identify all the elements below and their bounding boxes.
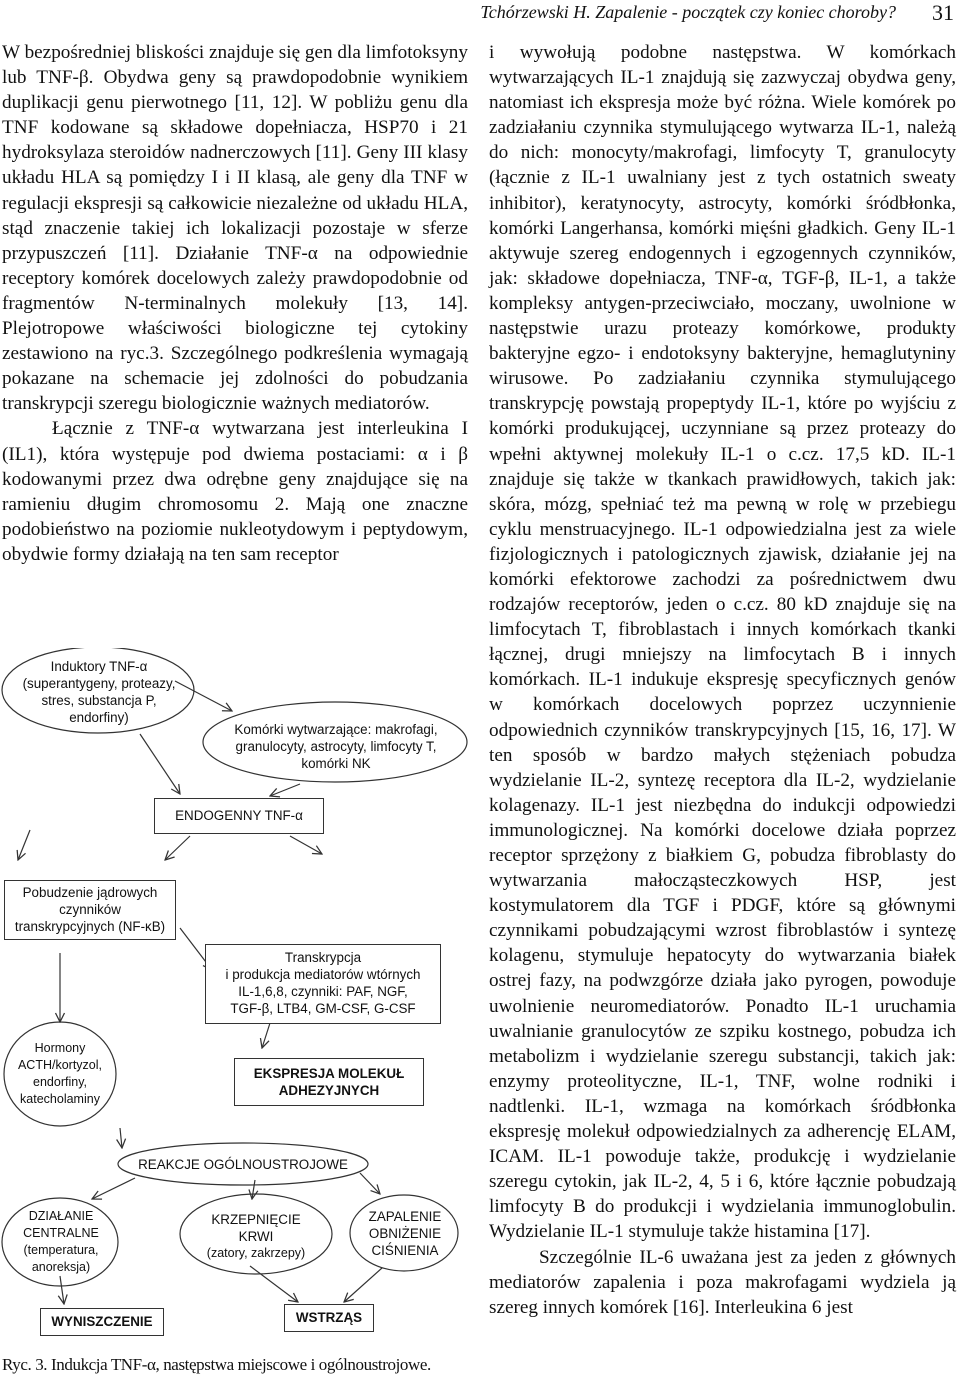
inductors-label	[8, 658, 190, 726]
endogenous-tnf-box	[154, 798, 324, 834]
transcription-line-4: TGF-β, LTB4, GM-CSF, G-CSF	[230, 1001, 416, 1016]
left-paragraph-1: W bezpośredniej bliskości znajduje się gen dla limfotoksyny lub TNF-β. Obydwa geny są prawdopodobnie wynikiem duplikacji genu pierwotnego [11, 12]. W pobliżu genu dla TNF kodowane są składowe dopełniacza, HSP70 i 21 hydroksylaza steroidów nadnerczowych [11]. Geny III klasy układu HLA są pomiędzy I i II klasą, ale geny dla TNF w regulacji ekspresji są całkowicie niezależne od układu HLA, stąd znaczenie takiej ich lokalizacji pozostaje w sferze przypuszczeń [11]. Działanie TNF-α na odpowiednie receptory komórek docelowych zależy prawdopodobnie od fragmentów N-terminalnych molekuły [13, 14]. Plejotropowe właściwości biologiczne tej cytokiny zestawiono na ryc.3. Szczególnego podkreślenia wymagają pokazane na schemacie jej zdolności do pobudzania transkrypcji szeregu biologicznie ważnych mediatorów.	[2, 42, 468, 415]
nfkb-line-1: Pobudzenie jądrowych	[22, 885, 158, 900]
inflammation-line-2: OBNIŻENIE	[368, 1226, 442, 1241]
hormones-line-2: ACTH/kortyzol,	[17, 1058, 103, 1072]
figure-caption: Ryc. 3. Indukcja TNF-α, następstwa miejscowe i ogólnoustrojowe.	[2, 1355, 431, 1374]
coagulation-line-3: (zatory, zakrzepy)	[206, 1246, 306, 1260]
arrow-central-to-cachexia	[60, 1276, 64, 1304]
figure-diagram	[0, 648, 478, 1354]
hormones-line-4: katecholaminy	[20, 1092, 100, 1106]
right-column	[489, 40, 956, 1320]
inflammation-label	[352, 1208, 458, 1259]
transcription-line-2: i produkcja mediatorów wtórnych	[225, 967, 421, 982]
nfkb-line-2: czynników	[59, 902, 121, 917]
inflammation-line-1: ZAPALENIE	[368, 1209, 442, 1224]
producing-cells-line-3: komórki NK	[301, 756, 371, 771]
producing-cells-line-2: granulocyty, astrocyty, limfocyty T,	[235, 739, 437, 754]
running-header	[0, 2, 958, 26]
arrow-general-to-coagulation	[252, 1180, 255, 1199]
left-column	[2, 40, 468, 567]
central-line-2: CENTRALNE	[23, 1226, 99, 1240]
arrow-inductors-to-endogenous	[140, 734, 180, 794]
coagulation-line-1: KRZEPNIĘCIE	[211, 1212, 301, 1227]
inflammation-line-3: CIŚNIENIA	[371, 1243, 439, 1258]
shock-box: WSTRZĄS	[284, 1304, 374, 1332]
page-number: 31	[932, 0, 954, 25]
producing-cells-line-1: Komórki wytwarzające: makrofagi,	[234, 722, 438, 737]
running-title: Tchórzewski H. Zapalenie - początek czy koniec choroby?	[480, 2, 896, 22]
inductors-line-2: (superantygeny, proteazy,	[22, 676, 176, 691]
coagulation-label	[186, 1211, 326, 1262]
hormones-label	[4, 1040, 116, 1108]
transcription-line-3: IL-1,6,8, czynniki: PAF, NGF,	[238, 984, 408, 999]
arrow-hormones-to-general	[120, 1128, 122, 1148]
arrow-cells-to-endogenous	[270, 784, 300, 796]
nfkb-line-3: transkrypcyjnych (NF-κB)	[14, 919, 166, 934]
right-paragraph-2: Szczególnie IL-6 uważana jest za jeden z głównych mediatorów zapalenia i poza makrofagami wydziela ją szereg innych komórek [16]. Interleukina 6 jest	[489, 1246, 956, 1318]
producing-cells-label	[205, 721, 467, 772]
central-line-1: DZIAŁANIE	[28, 1209, 94, 1223]
cachexia-box: WYNISZCZENIE	[40, 1308, 164, 1336]
arrow-endogenous-to-transcription	[290, 836, 322, 854]
arrow-endogenous-down-left	[18, 830, 30, 860]
inductors-line-3: stres, substancja P,	[41, 693, 157, 708]
right-paragraph-1: i wywołują podobne następstwa. W komórkach wytwarzających IL-1 znajdują się zazwyczaj obydwa geny, natomiast ich ekspresja może być różna. Wiele komórek po zadziałaniu czynnika stymulującego wytwarza IL-1, należą do nich: monocyty/makrofagi, limfocyty T, granulocyty (łącznie z IL-1 uwalniany jest z tych ostatnich sweaty inhibitor), keratynocyty, astrocyty, komórki śródbłonka, komórki Langerhansa, komórki mięśni gładkich. Geny IL-1 aktywuje szereg endogennych i egzogennych czynników, jak: składowe dopełniacza, TNF-α, TGF-β, IL-1, a także kompleksy antygen-przeciwciało, moczany, uwolnione w następstwie urazu proteazy komórkowe, produkty bakteryjne egzo- i endotoksyny bakteryjne, hemaglutyniny wirusowe. Po zadziałaniu czynnika stymulującego transkrypcję powstają propeptydy IL-1, które po wyjściu z komórki produkującej, uczynniane są przez proteazy do wpełni aktywnej molekuły IL-1 o c.cz. 17,5 kD. IL-1 znajduje się także w tkankach prawidłowych, takich jak: skóra, mózg, spełniać też ma pewną w rolę w przebiegu cyklu menstruacyjnego. IL-1 odpowiedzialna jest za wiele fizjologicznych i patologicznych zjawisk, działanie jej na komórki efektorowe zachodzi za pośrednictwem dwu rodzajów receptorów, jeden o c.cz. 80 kD znajduje się na limfocytach T, fibroblastach i innych komórkach tkanki łącznej, drugi mniejszy na limfocytach B i innych komórkach. IL-1 indukuje ekspresję specyficznych genów w komórkach docelowych poprzez uczynnienie odpowiednich czynników transkrypcyjnych [15, 16, 17]. W ten sposób w bardzo małych stężeniach pobudza wydzielanie IL-2, syntezę receptora dla IL-2, wydzielanie kolagenazy. IL-1 jest niezbędna do indukcji odpowiedzi immunologicznej. Na komórki docelowe działa poprzez receptor sprzężony z białkiem G, pobudza fibroblasty do wytwarzania małocząsteczkowych HSP, jest kostymulatorem dla TGF i PDGF, które są głównymi czynnikami pobudzającymi wzrost fibroblastów i syntezę kolagenu, stymuluje hepatocyty do wytwarzania białek ostrej fazy, na podwzgórze działa jako pyrogen, powoduje uwolnienie neuromediatorów. Ponadto IL-1 uruchamia uwalnianie granulocytów ze szpiku kostnego, pobudza ich metabolizm i wydzielanie szeregu substancji, takich jak: enzymy proteolityczne, IL-1, TNF, wolne rodniki i nadtlenki. IL-1, wzmaga na komórkach śródbłonka ekspresję molekuł odpowiedzialnych za adherencję ELAM, ICAM. IL-1 powoduje także, produkcję i wydzielanie szeregu cytokin, jak IL-2, 4, 5 i 6, które łącznie pobudzają limfocyty B do produkcji i wydzielania immunoglobulin. Wydzielanie IL-1 stymuluje także histamina [17].	[489, 42, 956, 1243]
inductors-line-1: Induktory TNF-α	[50, 659, 148, 674]
adhesion-box	[234, 1058, 424, 1106]
central-line-3: (temperatura,	[23, 1243, 99, 1257]
endogenous-tnf-label: ENDOGENNY TNF-α	[175, 808, 303, 823]
hormones-line-3: endorfiny,	[33, 1075, 87, 1089]
arrow-general-to-central	[92, 1178, 135, 1199]
nfkb-box	[4, 880, 176, 940]
adhesion-line-1: EKSPRESJA MOLEKUŁ	[253, 1066, 405, 1081]
central-line-4: anoreksja)	[31, 1260, 91, 1274]
arrow-inflammation-to-shock	[344, 1268, 382, 1302]
transcription-box	[205, 944, 441, 1024]
general-reactions-label: REAKCJE OGÓLNOUSTROJOWE	[138, 1157, 348, 1172]
adhesion-line-2: ADHEZYJNYCH	[278, 1083, 380, 1098]
arrow-coagulation-to-shock	[250, 1266, 298, 1302]
left-paragraph-2: Łącznie z TNF-α wytwarzana jest interleukina I (IL1), która występuje pod dwiema postaciami: α i β kodowanymi przez dwa odrębne geny znajdujące się na ramieniu długim chromosomu 2. Mają one znaczne podobieństwo na poziomie nukleotydowym i peptydowym, obydwie formy działają na ten sam receptor	[2, 418, 468, 565]
transcription-line-1: Transkrypcja	[284, 950, 362, 965]
arrow-general-to-inflammation	[360, 1173, 380, 1194]
central-label	[6, 1208, 116, 1276]
arrow-endogenous-to-nfkb	[165, 836, 190, 860]
inductors-line-4: endorfiny)	[69, 710, 129, 725]
coagulation-line-2: KRWI	[238, 1229, 274, 1244]
arrow-transcription-to-adhesion	[262, 1023, 270, 1048]
hormones-line-1: Hormony	[34, 1041, 86, 1055]
